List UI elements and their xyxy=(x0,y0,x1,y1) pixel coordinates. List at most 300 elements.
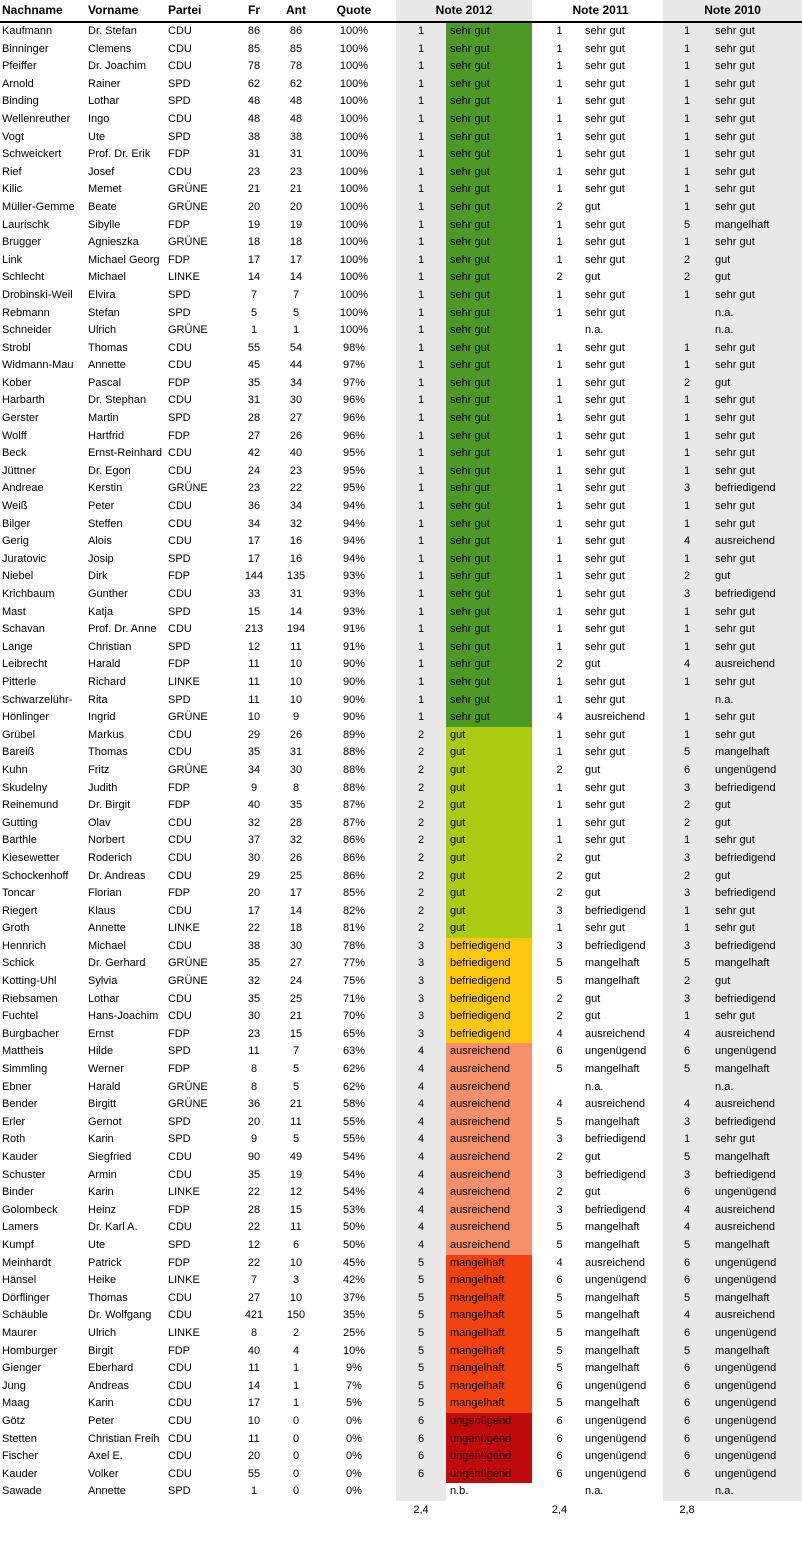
cell-note-2011-grade: gut xyxy=(585,658,601,671)
cell-note-2010-grade: sehr gut xyxy=(711,709,802,727)
cell-note-2010-value: 4 xyxy=(663,1219,711,1237)
cell-nachname: Hennrich xyxy=(2,939,47,952)
cell-ant: 27 xyxy=(289,957,303,970)
cell-note-2010-value: 1 xyxy=(663,41,711,59)
cell-nachname: Kober xyxy=(2,376,32,389)
cell-note-2010-value: 1 xyxy=(663,1131,711,1149)
cell-note-2011-grade: sehr gut xyxy=(585,605,625,618)
cell-note-2012-grade: sehr gut xyxy=(446,551,532,569)
cell-quote: 100% xyxy=(339,165,369,178)
cell-note-2010-grade: n.a. xyxy=(711,305,802,323)
cell-fr: 22 xyxy=(247,1186,261,1199)
cell-partei: CDU xyxy=(168,1362,192,1375)
cell-note-2011-grade: sehr gut xyxy=(585,77,625,90)
table-row xyxy=(0,551,802,569)
cell-note-2012-value: 2 xyxy=(396,815,446,833)
cell-vorname: Heinz xyxy=(88,1203,117,1216)
cell-note-2011-grade: mangelhaft xyxy=(585,1397,640,1410)
cell-nachname: Simmling xyxy=(2,1063,48,1076)
cell-nachname: Toncar xyxy=(2,887,36,900)
cell-partei: FDP xyxy=(168,253,190,266)
cell-note-2012-grade: mangelhaft xyxy=(446,1290,532,1308)
cell-fr: 23 xyxy=(247,482,261,495)
cell-partei: FDP xyxy=(168,781,190,794)
cell-vorname: Christian Freih xyxy=(88,1432,160,1445)
cell-note-2011-grade: sehr gut xyxy=(585,288,625,301)
cell-partei: CDU xyxy=(168,992,192,1005)
cell-ant: 27 xyxy=(289,412,303,425)
cell-nachname: Maurer xyxy=(2,1326,37,1339)
table-row xyxy=(0,903,802,921)
cell-vorname: Dr. Stephan xyxy=(88,394,147,407)
cell-quote: 100% xyxy=(339,253,369,266)
cell-note-2012-grade: sehr gut xyxy=(446,111,532,129)
cell-vorname: Alois xyxy=(88,535,112,548)
cell-partei: CDU xyxy=(168,447,192,460)
cell-note-2011-value: 1 xyxy=(556,464,563,477)
cell-note-2010-grade: ungenügend xyxy=(711,1395,802,1413)
cell-nachname: Schlecht xyxy=(2,271,45,284)
cell-vorname: Axel E. xyxy=(88,1450,123,1463)
cell-quote: 90% xyxy=(342,658,366,671)
cell-ant: 15 xyxy=(289,1027,303,1040)
cell-note-2012-grade: ausreichend xyxy=(446,1167,532,1185)
cell-note-2010-grade: ungenügend xyxy=(711,1378,802,1396)
table-row xyxy=(0,305,802,323)
cell-note-2012-value: 4 xyxy=(396,1131,446,1149)
cell-note-2011-value: 1 xyxy=(556,500,563,513)
cell-note-2012-grade: mangelhaft xyxy=(446,1395,532,1413)
cell-nachname: Kaufmann xyxy=(2,25,53,37)
cell-note-2011-value: 1 xyxy=(556,25,563,37)
cell-fr: 20 xyxy=(247,887,261,900)
col-header-fr: Fr xyxy=(228,0,280,22)
cell-note-2011-grade: sehr gut xyxy=(585,42,625,55)
cell-note-2012-value: 2 xyxy=(396,868,446,886)
cell-note-2010-value: 2 xyxy=(663,973,711,991)
cell-note-2011-value: 5 xyxy=(556,975,563,988)
table-row xyxy=(0,938,802,956)
cell-nachname: Götz xyxy=(2,1414,26,1427)
cell-ant: 21 xyxy=(289,183,303,196)
cell-partei: CDU xyxy=(168,500,192,513)
cell-note-2011-grade: gut xyxy=(585,1186,601,1199)
cell-note-2011-grade: sehr gut xyxy=(585,341,625,354)
cell-note-2010-grade: mangelhaft xyxy=(711,1149,802,1167)
cell-quote: 55% xyxy=(342,1115,366,1128)
cell-nachname: Rief xyxy=(2,165,22,178)
cell-quote: 25% xyxy=(342,1326,366,1339)
cell-quote: 50% xyxy=(342,1238,366,1251)
cell-ant: 17 xyxy=(289,253,303,266)
cell-note-2011-value: 1 xyxy=(556,412,563,425)
table-row xyxy=(0,868,802,886)
cell-note-2011-value: 5 xyxy=(556,1291,563,1304)
cell-note-2012-grade: mangelhaft xyxy=(446,1272,532,1290)
cell-note-2012-grade: sehr gut xyxy=(446,129,532,147)
cell-note-2011-value: 1 xyxy=(556,77,563,90)
cell-fr: 1 xyxy=(250,1485,258,1498)
cell-quote: 75% xyxy=(342,975,366,988)
cell-vorname: Josip xyxy=(88,552,114,565)
cell-note-2011-grade: sehr gut xyxy=(585,640,625,653)
cell-fr: 421 xyxy=(244,1309,264,1322)
cell-note-2011-value: 3 xyxy=(556,904,563,917)
cell-vorname: Volker xyxy=(88,1467,119,1480)
table-row xyxy=(0,744,802,762)
cell-quote: 90% xyxy=(342,693,366,706)
cell-ant: 31 xyxy=(289,746,303,759)
cell-note-2012-grade: sehr gut xyxy=(446,234,532,252)
table-row xyxy=(0,991,802,1009)
cell-ant: 14 xyxy=(289,271,303,284)
cell-note-2010-grade: sehr gut xyxy=(711,41,802,59)
cell-ant: 26 xyxy=(289,728,303,741)
cell-quote: 100% xyxy=(339,236,369,249)
cell-fr: 28 xyxy=(247,1203,261,1216)
cell-note-2012-grade: gut xyxy=(446,868,532,886)
cell-note-2012-grade: sehr gut xyxy=(446,709,532,727)
cell-fr: 7 xyxy=(250,288,258,301)
cell-note-2010-value: 1 xyxy=(663,199,711,217)
cell-vorname: Ute xyxy=(88,1238,106,1251)
cell-vorname: Eberhard xyxy=(88,1362,134,1375)
cell-note-2011-value: 2 xyxy=(556,1186,563,1199)
cell-partei: CDU xyxy=(168,1397,192,1410)
table-row xyxy=(0,780,802,798)
cell-note-2012-value: 5 xyxy=(396,1307,446,1325)
cell-note-2011-grade: ungenügend xyxy=(585,1274,647,1287)
cell-ant: 26 xyxy=(289,851,303,864)
cell-note-2012-value: 3 xyxy=(396,991,446,1009)
cell-note-2011-grade: mangelhaft xyxy=(585,1221,640,1234)
cell-note-2010-value: 6 xyxy=(663,1378,711,1396)
cell-vorname: Werner xyxy=(88,1063,124,1076)
table-row xyxy=(0,1255,802,1273)
cell-note-2011-value: 1 xyxy=(556,570,563,583)
cell-note-2010-value: 5 xyxy=(663,1149,711,1167)
cell-note-2012-value: 1 xyxy=(396,217,446,235)
cell-partei: GRÜNE xyxy=(168,975,208,988)
cell-note-2010-grade: gut xyxy=(711,375,802,393)
cell-nachname: Mast xyxy=(2,605,26,618)
cell-note-2010-value: 2 xyxy=(663,375,711,393)
cell-note-2010-grade: ungenügend xyxy=(711,1272,802,1290)
cell-note-2011-grade: sehr gut xyxy=(585,517,625,530)
table-row xyxy=(0,392,802,410)
cell-note-2012-grade: sehr gut xyxy=(446,674,532,692)
cell-nachname: Gerig xyxy=(2,535,29,548)
cell-note-2012-grade: ungenügend xyxy=(446,1466,532,1484)
cell-note-2010-value xyxy=(663,305,711,323)
cell-vorname: Peter xyxy=(88,500,115,513)
cell-partei: GRÜNE xyxy=(168,183,208,196)
cell-note-2012-value: 3 xyxy=(396,1008,446,1026)
cell-note-2012-grade: befriedigend xyxy=(446,938,532,956)
table-row xyxy=(0,568,802,586)
cell-note-2011-grade: sehr gut xyxy=(585,394,625,407)
cell-note-2012-grade: ausreichend xyxy=(446,1061,532,1079)
cell-note-2012-grade: befriedigend xyxy=(446,991,532,1009)
cell-note-2012-value: 4 xyxy=(396,1096,446,1114)
table-row xyxy=(0,1360,802,1378)
cell-note-2010-grade: ausreichend xyxy=(711,1307,802,1325)
cell-note-2012-value: 4 xyxy=(396,1043,446,1061)
cell-partei: SPD xyxy=(168,130,191,143)
cell-nachname: Müller-Gemme xyxy=(2,200,75,213)
cell-note-2011-grade: sehr gut xyxy=(585,623,625,636)
cell-fr: 10 xyxy=(247,711,261,724)
cell-quote: 96% xyxy=(342,429,366,442)
cell-ant: 22 xyxy=(289,482,303,495)
col-header-partei: Partei xyxy=(166,0,228,22)
cell-fr: 10 xyxy=(247,1414,261,1427)
cell-note-2010-grade: sehr gut xyxy=(711,428,802,446)
cell-note-2010-value: 3 xyxy=(663,780,711,798)
cell-partei: GRÜNE xyxy=(168,1098,208,1111)
cell-note-2011-value: 3 xyxy=(556,1203,563,1216)
cell-ant: 30 xyxy=(289,394,303,407)
cell-note-2011-grade: sehr gut xyxy=(585,834,625,847)
cell-note-2011-value: 1 xyxy=(556,183,563,196)
cell-quote: 97% xyxy=(342,359,366,372)
cell-note-2010-grade: ungenügend xyxy=(711,1413,802,1431)
cell-note-2011-value: 1 xyxy=(556,130,563,143)
cell-note-2012-grade: mangelhaft xyxy=(446,1343,532,1361)
cell-note-2011-value: 6 xyxy=(556,1467,563,1480)
cell-partei: CDU xyxy=(168,1221,192,1234)
cell-note-2011-value: 1 xyxy=(556,834,563,847)
cell-fr: 22 xyxy=(247,1221,261,1234)
cell-note-2012-value: 1 xyxy=(396,639,446,657)
cell-note-2010-value: 3 xyxy=(663,938,711,956)
cell-note-2010-grade: befriedigend xyxy=(711,850,802,868)
cell-note-2012-grade: ungenügend xyxy=(446,1448,532,1466)
cell-partei: SPD xyxy=(168,412,191,425)
cell-note-2011-value: 1 xyxy=(556,394,563,407)
cell-note-2011-value: 1 xyxy=(556,112,563,125)
col-header-note-2010: Note 2010 xyxy=(663,0,802,22)
col-header-ant: Ant xyxy=(280,0,312,22)
cell-partei: CDU xyxy=(168,42,192,55)
cell-note-2012-value: 6 xyxy=(396,1448,446,1466)
cell-nachname: Brugger xyxy=(2,236,42,249)
cell-vorname: Steffen xyxy=(88,517,123,530)
cell-fr: 12 xyxy=(247,640,261,653)
cell-partei: FDP xyxy=(168,376,190,389)
cell-quote: 97% xyxy=(342,376,366,389)
cell-partei: CDU xyxy=(168,1010,192,1023)
cell-note-2010-value: 6 xyxy=(663,1184,711,1202)
cell-ant: 40 xyxy=(289,447,303,460)
cell-note-2012-grade: sehr gut xyxy=(446,463,532,481)
cell-note-2012-grade: sehr gut xyxy=(446,93,532,111)
cell-quote: 100% xyxy=(339,42,369,55)
cell-vorname: Michael xyxy=(88,939,126,952)
cell-note-2011-grade: ungenügend xyxy=(585,1432,647,1445)
cell-nachname: Schneider xyxy=(2,324,52,337)
cell-nachname: Riebsamen xyxy=(2,992,58,1005)
table-row xyxy=(0,1325,802,1343)
cell-vorname: Dr. Gerhard xyxy=(88,957,146,970)
cell-note-2010-value: 4 xyxy=(663,656,711,674)
cell-vorname: Ernst-Reinhard xyxy=(88,447,162,460)
cell-note-2012-grade: sehr gut xyxy=(446,340,532,358)
cell-note-2012-grade: ausreichend xyxy=(446,1202,532,1220)
cell-note-2010-value: 2 xyxy=(663,868,711,886)
cell-note-2011-value: 1 xyxy=(556,799,563,812)
table-row xyxy=(0,604,802,622)
cell-ant: 14 xyxy=(289,904,303,917)
cell-note-2011-grade: ungenügend xyxy=(585,1467,647,1480)
cell-note-2012-value: 6 xyxy=(396,1413,446,1431)
cell-note-2012-value: 3 xyxy=(396,973,446,991)
cell-ant: 25 xyxy=(289,992,303,1005)
cell-note-2011-grade: ausreichend xyxy=(585,1256,645,1269)
cell-note-2010-value: 1 xyxy=(663,674,711,692)
cell-note-2011-grade: sehr gut xyxy=(585,183,625,196)
cell-vorname: Gunther xyxy=(88,588,128,600)
cell-note-2010-grade: gut xyxy=(711,252,802,270)
cell-fr: 37 xyxy=(247,834,261,847)
cell-note-2010-value: 5 xyxy=(663,955,711,973)
cell-vorname: Patrick xyxy=(88,1256,122,1269)
table-row xyxy=(0,1483,802,1501)
cell-note-2012-value: 1 xyxy=(396,375,446,393)
cell-note-2012-grade: sehr gut xyxy=(446,252,532,270)
cell-note-2012-value: 1 xyxy=(396,22,446,41)
cell-note-2012-grade: ausreichend xyxy=(446,1114,532,1132)
cell-note-2010-grade: n.a. xyxy=(711,1483,802,1501)
cell-vorname: Richard xyxy=(88,675,126,688)
cell-note-2012-grade: sehr gut xyxy=(446,639,532,657)
cell-note-2012-value: 4 xyxy=(396,1114,446,1132)
cell-quote: 54% xyxy=(342,1151,366,1163)
cell-note-2011-value: 1 xyxy=(556,341,563,354)
cell-note-2011-value: 1 xyxy=(556,376,563,389)
cell-note-2012-grade: n.b. xyxy=(450,1485,469,1498)
cell-ant: 32 xyxy=(289,834,303,847)
cell-vorname: Annette xyxy=(88,359,126,372)
table-row xyxy=(0,850,802,868)
cell-note-2010-grade: gut xyxy=(711,973,802,991)
cell-vorname: Klaus xyxy=(88,904,116,917)
cell-partei: FDP xyxy=(168,1027,190,1040)
cell-nachname: Schuster xyxy=(2,1168,46,1181)
cell-note-2010-grade: befriedigend xyxy=(711,938,802,956)
cell-fr: 30 xyxy=(247,851,261,864)
cell-note-2012-value: 4 xyxy=(396,1202,446,1220)
cell-partei: CDU xyxy=(168,588,192,600)
cell-partei: FDP xyxy=(168,887,190,900)
cell-note-2011-grade: n.a. xyxy=(585,324,604,337)
cell-note-2010-grade: sehr gut xyxy=(711,498,802,516)
table-row xyxy=(0,1378,802,1396)
cell-fr: 8 xyxy=(250,1326,258,1339)
cell-note-2012-value: 1 xyxy=(396,586,446,604)
cell-note-2011-grade: ungenügend xyxy=(585,1045,647,1058)
cell-nachname: Jung xyxy=(2,1379,26,1392)
cell-note-2012-grade: sehr gut xyxy=(446,392,532,410)
cell-note-2011-value: 2 xyxy=(556,869,563,882)
cell-quote: 9% xyxy=(346,1362,362,1375)
cell-note-2010-grade: ungenügend xyxy=(711,1325,802,1343)
cell-note-2012-grade: sehr gut xyxy=(446,181,532,199)
cell-note-2012-grade: gut xyxy=(446,744,532,762)
cell-note-2010-value: 2 xyxy=(663,269,711,287)
cell-ant: 28 xyxy=(289,816,303,829)
cell-fr: 19 xyxy=(247,218,261,231)
cell-note-2011-value: 6 xyxy=(556,1450,563,1463)
cell-quote: 93% xyxy=(342,570,366,583)
cell-partei: CDU xyxy=(168,746,192,759)
cell-note-2012-value: 2 xyxy=(396,920,446,938)
table-row xyxy=(0,709,802,727)
cell-partei: FDP xyxy=(168,1063,190,1076)
cell-note-2012-grade: ausreichend xyxy=(446,1184,532,1202)
cell-note-2012-value: 2 xyxy=(396,885,446,903)
cell-note-2012-value: 2 xyxy=(396,780,446,798)
cell-nachname: Niebel xyxy=(2,570,34,583)
cell-note-2010-value: 4 xyxy=(663,1026,711,1044)
cell-partei: CDU xyxy=(168,1432,192,1445)
cell-note-2010-grade: ausreichend xyxy=(711,656,802,674)
cell-ant: 38 xyxy=(289,130,303,143)
cell-ant: 62 xyxy=(289,77,303,90)
table-row xyxy=(0,111,802,129)
cell-nachname: Erler xyxy=(2,1115,26,1128)
cell-note-2012-grade: gut xyxy=(446,780,532,798)
cell-partei: SPD xyxy=(168,552,191,565)
cell-nachname: Vogt xyxy=(2,130,25,143)
cell-note-2011-grade: gut xyxy=(585,200,601,213)
cell-note-2012-value: 1 xyxy=(396,516,446,534)
cell-nachname: Stetten xyxy=(2,1432,37,1445)
cell-note-2011-value: 3 xyxy=(556,1133,563,1146)
cell-nachname: Hänsel xyxy=(2,1274,37,1287)
cell-note-2012-value: 5 xyxy=(396,1255,446,1273)
cell-note-2012-grade: gut xyxy=(446,832,532,850)
cell-vorname: Annette xyxy=(88,922,126,935)
cell-note-2011-grade: sehr gut xyxy=(585,675,625,688)
table-row xyxy=(0,357,802,375)
cell-nachname: Wellenreuther xyxy=(2,112,71,125)
cell-note-2011-grade: sehr gut xyxy=(585,535,625,548)
cell-note-2012-value: 4 xyxy=(396,1219,446,1237)
cell-note-2012-value: 4 xyxy=(396,1079,446,1097)
cell-nachname: Kilic xyxy=(2,183,23,196)
cell-note-2010-value: 6 xyxy=(663,1395,711,1413)
cell-note-2012-value: 1 xyxy=(396,199,446,217)
cell-vorname: Andreas xyxy=(88,1379,129,1392)
cell-note-2011-value: 2 xyxy=(556,763,563,776)
cell-note-2011-grade: befriedigend xyxy=(585,904,646,917)
cell-note-2012-value: 1 xyxy=(396,340,446,358)
table-row xyxy=(0,1237,802,1255)
cell-note-2012-grade: befriedigend xyxy=(446,973,532,991)
cell-quote: 91% xyxy=(342,623,366,636)
cell-ant: 44 xyxy=(289,359,303,372)
cell-ant: 10 xyxy=(289,1291,303,1304)
cell-partei: GRÜNE xyxy=(168,1080,208,1093)
col-header-nachname: Nachname xyxy=(0,0,86,22)
cell-quote: 95% xyxy=(342,464,366,477)
cell-ant: 0 xyxy=(292,1414,300,1427)
cell-note-2010-grade: sehr gut xyxy=(711,146,802,164)
cell-vorname: Dr. Stefan xyxy=(88,25,137,37)
cell-partei: FDP xyxy=(168,429,190,442)
cell-quote: 63% xyxy=(342,1045,366,1058)
